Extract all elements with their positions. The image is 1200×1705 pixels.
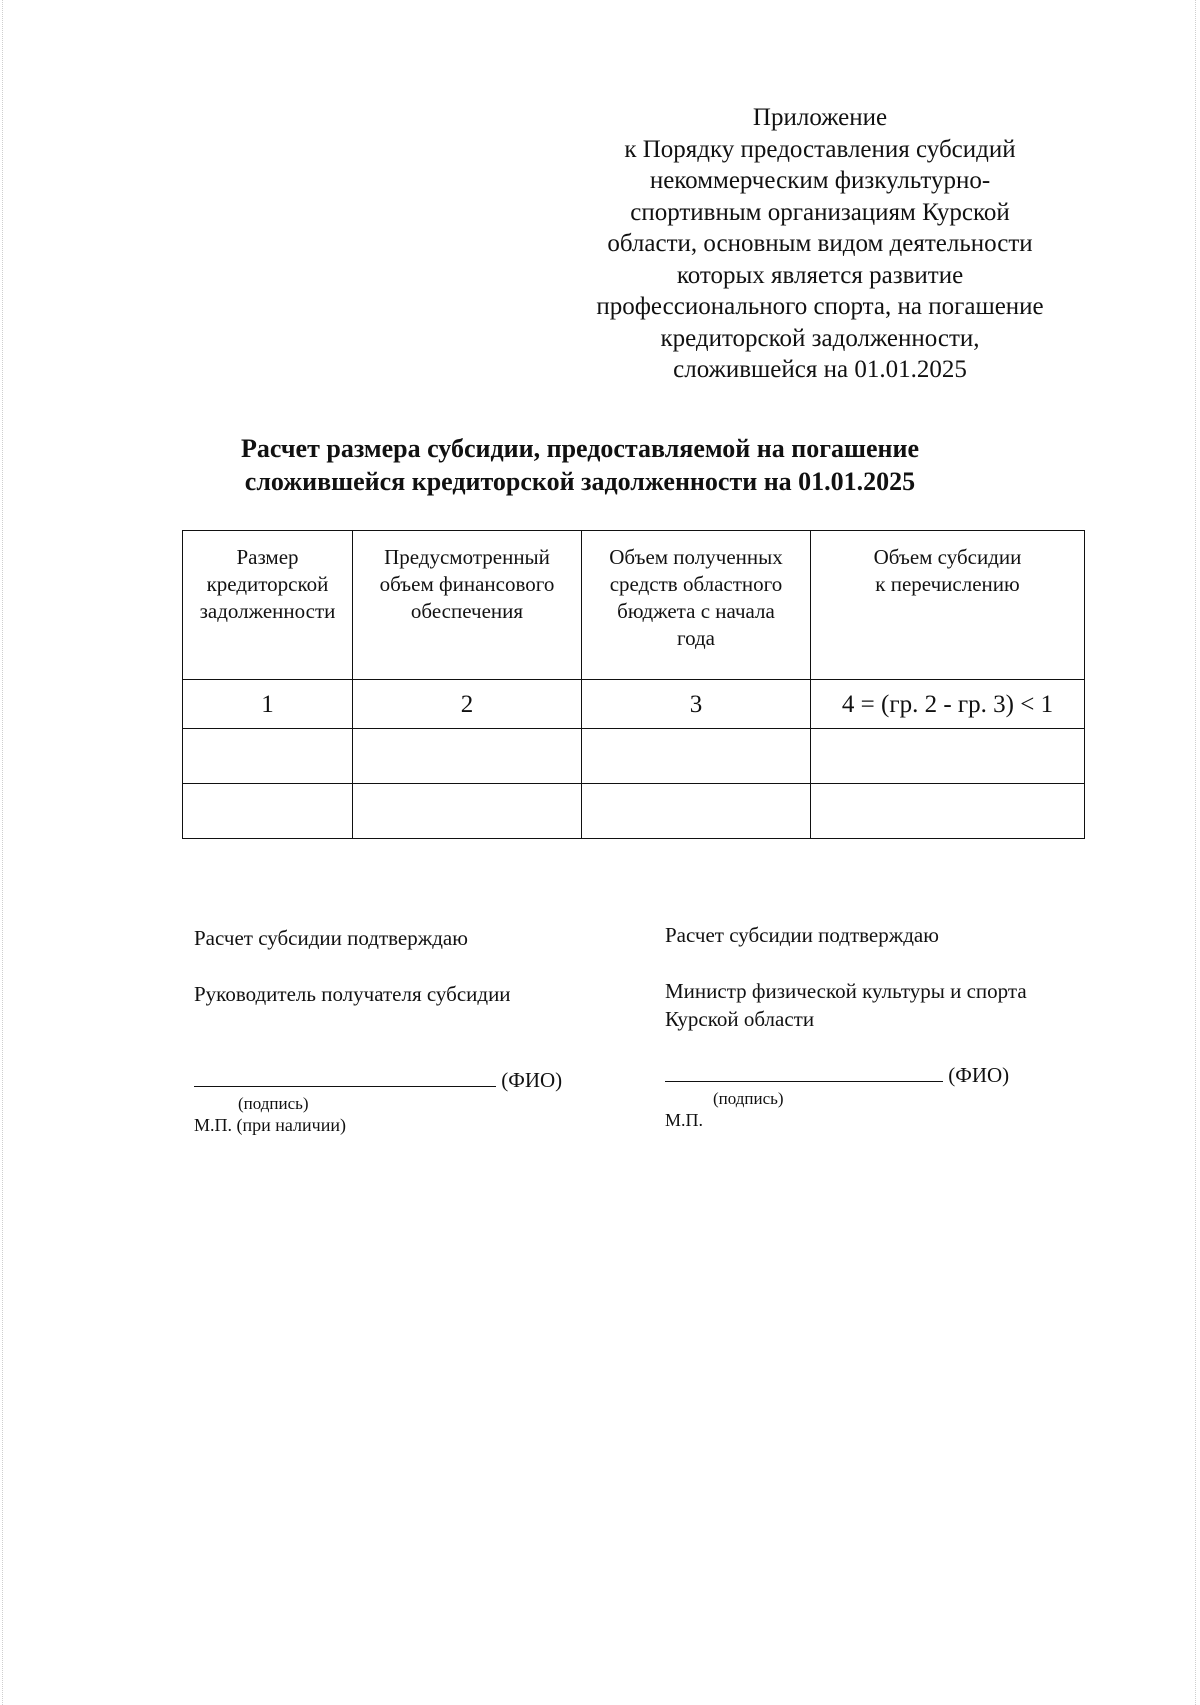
empty-cell [353,729,582,784]
appendix-line: Приложение [752,104,888,131]
title-line-2: сложившейся кредиторской задолженности на 01.01.2025 [244,467,916,496]
document-title [140,432,1020,498]
empty-cell [811,784,1085,839]
signature-block-recipient [194,924,614,1136]
empty-cell [353,784,582,839]
signer-role-line-1: Министр физической культуры и спорта [665,979,1027,1003]
header-text: Объем полученных [609,545,783,569]
table-header-row [183,531,1085,680]
header-cell-subsidy [811,531,1085,680]
appendix-line: сложившейся на 01.01.2025 [673,356,967,383]
empty-cell [183,784,353,839]
signature-block-minister [665,921,1105,1131]
header-text: года [677,626,715,650]
appendix-line: профессионального спорта, на погашение [596,293,1044,320]
fio-label: (ФИО) [948,1063,1010,1087]
column-number: 4 = (гр. 2 - гр. 3) < 1 [811,680,1085,729]
appendix-line: которых является развитие [676,261,964,289]
empty-cell [582,784,811,839]
column-number: 2 [353,680,582,729]
signature-caption: (подпись) [238,1094,309,1113]
column-number: 3 [582,680,811,729]
appendix-line: кредиторской задолженности, [660,324,980,352]
header-cell-received [582,531,811,680]
confirm-text: Расчет субсидии подтверждаю [665,923,939,947]
column-number: 1 [183,680,353,729]
header-text: средств областного [609,572,783,596]
stamp-label: М.П. [665,1110,704,1130]
header-text: Размер [236,545,299,569]
appendix-line: области, основным видом деятельности [607,230,1033,257]
header-text: объем финансового [379,572,555,596]
appendix-line: некоммерческим физкультурно- [649,167,991,194]
signer-role-line-2: Курской области [665,1007,815,1031]
table-row [183,729,1085,784]
header-text: Объем субсидии [873,545,1022,569]
signature-line-row [194,1064,614,1094]
signature-line [194,1064,496,1087]
header-cell-planned [353,531,582,680]
header-text: кредиторской [206,572,329,596]
fio-label: (ФИО) [501,1068,563,1092]
signature-caption: (подпись) [713,1089,784,1108]
signature-line [665,1059,943,1082]
scan-edge-right [1195,0,1197,1705]
confirm-text: Расчет субсидии подтверждаю [194,926,468,950]
appendix-line: к Порядку предоставления субсидий [624,135,1016,163]
header-text: к перечислению [875,572,1020,596]
signer-role: Руководитель получателя субсидии [194,982,511,1006]
appendix-line: спортивным организациям Курской [630,198,1010,226]
table-number-row [183,680,1085,729]
scan-edge-left [2,0,4,1705]
calculation-table [182,530,1085,839]
header-text: задолженности [199,599,336,623]
empty-cell [811,729,1085,784]
empty-cell [183,729,353,784]
header-text: Предусмотренный [384,545,550,569]
stamp-label: М.П. (при наличии) [194,1115,346,1135]
table-row [183,784,1085,839]
empty-cell [582,729,811,784]
signature-line-row [665,1059,1105,1089]
header-text: бюджета с начала [617,599,775,623]
appendix-header [555,102,1085,386]
header-text: обеспечения [410,599,524,623]
title-line-1: Расчет размера субсидии, предоставляемой на погашение [240,434,920,463]
header-cell-debt [183,531,353,680]
